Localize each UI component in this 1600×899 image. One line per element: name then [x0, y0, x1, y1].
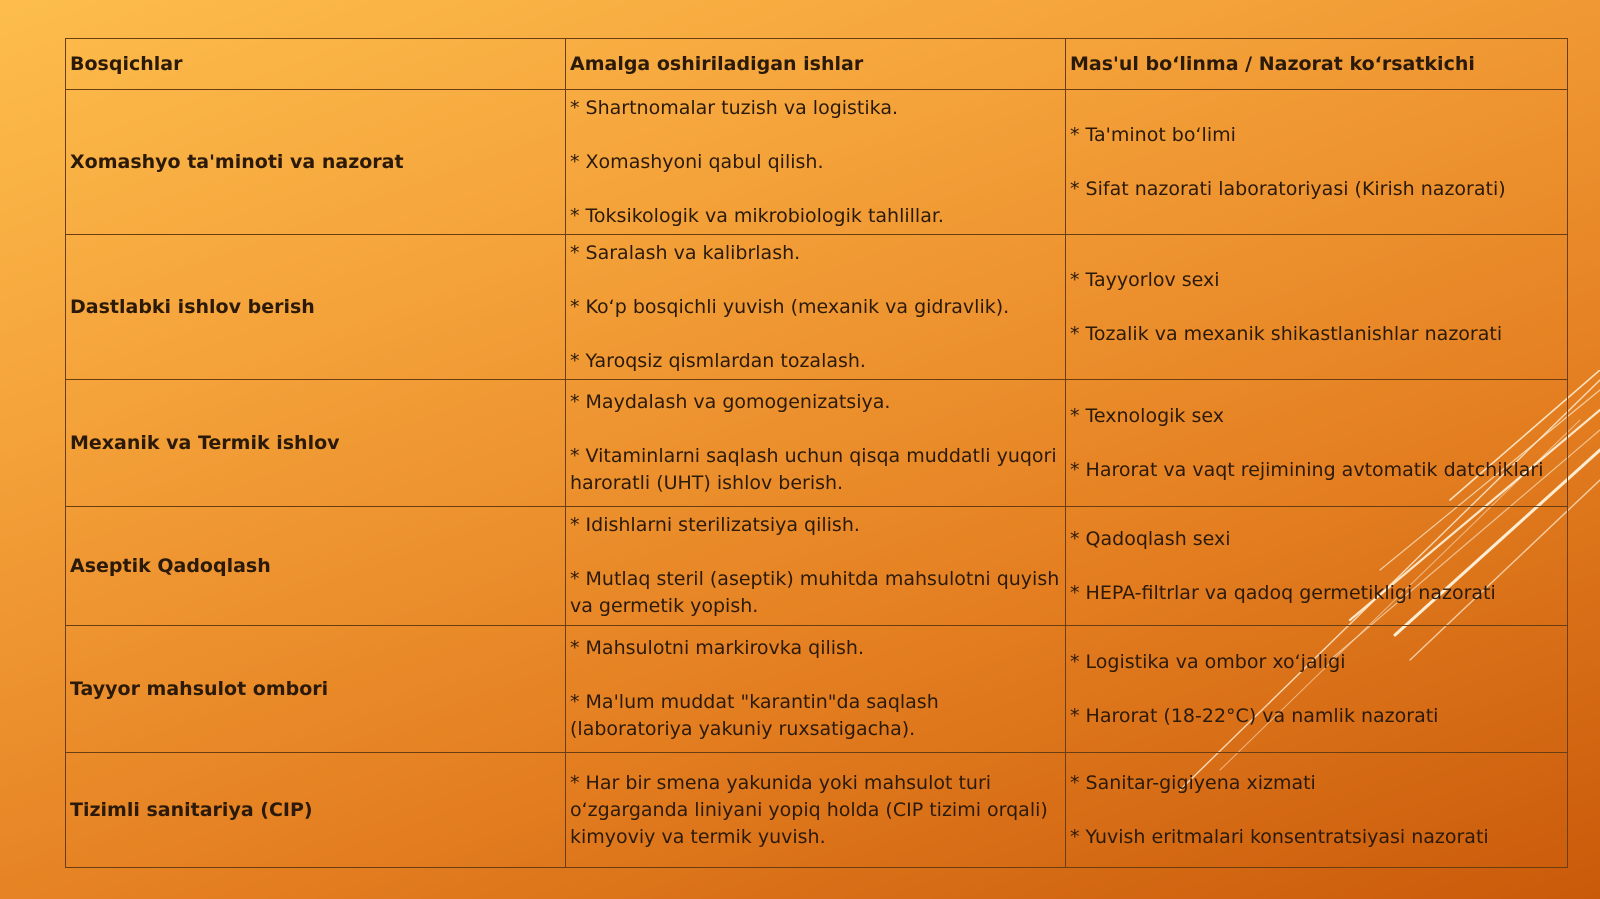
- works-cell: [566, 626, 1066, 753]
- work-item: * Idishlarni sterilizatsiya qilish.: [570, 514, 860, 536]
- work-item: * Saralash va kalibrlash.: [570, 241, 801, 264]
- responsible-item: * Texnologik sex: [1070, 404, 1224, 427]
- work-item: * Har bir smena yakunida yoki mahsulot turi o‘zgarganda liniyani yopiq holda (CIP tizimi orqali) kimyoviy va termik yuvish.: [570, 771, 1048, 848]
- work-item: * Ma'lum muddat "karantin"da saqlash (laboratoriya yakuniy ruxsatigacha).: [570, 691, 939, 740]
- responsible-item: * HEPA-filtrlar va qadoq germetikligi nazorati: [1070, 581, 1496, 604]
- responsible-item: * Logistika va ombor xo‘jaligi: [1070, 650, 1346, 673]
- responsible-item: * Tayyorlov sexi: [1070, 268, 1220, 291]
- stage-name: Aseptik Qadoqlash: [66, 507, 566, 626]
- work-item: * Vitaminlarni saqlash uchun qisqa muddatli yuqori haroratli (UHT) ishlov berish.: [570, 445, 1057, 494]
- responsible-item: * Tozalik va mexanik shikastlanishlar nazorati: [1070, 322, 1503, 345]
- responsible-cell: [1066, 235, 1568, 380]
- works-cell: [566, 235, 1066, 380]
- responsible-cell: [1066, 626, 1568, 753]
- work-item: * Shartnomalar tuzish va logistika.: [570, 96, 899, 119]
- work-item: * Maydalash va gomogenizatsiya.: [570, 391, 891, 413]
- responsible-cell: [1066, 753, 1568, 868]
- stage-name: Mexanik va Termik ishlov: [66, 380, 566, 507]
- responsible-item: * Qadoqlash sexi: [1070, 527, 1231, 550]
- work-item: * Xomashyoni qabul qilish.: [570, 150, 824, 173]
- responsible-item: * Yuvish eritmalari konsentratsiyasi nazorati: [1070, 825, 1489, 848]
- stage-name: Xomashyo ta'minoti va nazorat: [66, 90, 566, 235]
- header-stages: Bosqichlar: [66, 39, 566, 90]
- table-row: [66, 507, 1568, 626]
- responsible-item: * Ta'minot bo‘limi: [1070, 123, 1236, 146]
- work-item: * Toksikologik va mikrobiologik tahlillar.: [570, 204, 944, 227]
- work-item: * Mutlaq steril (aseptik) muhitda mahsulotni quyish va germetik yopish.: [570, 568, 1060, 617]
- stage-name: Dastlabki ishlov berish: [66, 235, 566, 380]
- responsible-cell: [1066, 507, 1568, 626]
- responsible-item: * Sifat nazorati laboratoriyasi (Kirish nazorati): [1070, 177, 1506, 200]
- responsible-item: * Sanitar-gigiyena xizmati: [1070, 771, 1316, 794]
- stage-name: Tayyor mahsulot ombori: [66, 626, 566, 753]
- header-works: Amalga oshiriladigan ishlar: [566, 39, 1066, 90]
- responsible-item: * Harorat va vaqt rejimining avtomatik datchiklari: [1070, 458, 1544, 481]
- responsible-item: * Harorat (18-22°C) va namlik nazorati: [1070, 704, 1439, 727]
- table-header-row: [66, 39, 1568, 90]
- work-item: * Ko‘p bosqichli yuvish (mexanik va gidravlik).: [570, 295, 1010, 318]
- header-responsible: Mas'ul bo‘linma / Nazorat ko‘rsatkichi: [1066, 39, 1568, 90]
- table-row: [66, 235, 1568, 380]
- table-row: [66, 90, 1568, 235]
- works-cell: [566, 753, 1066, 868]
- table-row: [66, 753, 1568, 868]
- works-cell: [566, 380, 1066, 507]
- works-cell: [566, 90, 1066, 235]
- works-cell: [566, 507, 1066, 626]
- work-item: * Mahsulotni markirovka qilish.: [570, 637, 865, 659]
- responsible-cell: [1066, 90, 1568, 235]
- stage-name: Tizimli sanitariya (CIP): [66, 753, 566, 868]
- stages-table: [65, 38, 1568, 868]
- responsible-cell: [1066, 380, 1568, 507]
- table-row: [66, 626, 1568, 753]
- table-row: [66, 380, 1568, 507]
- work-item: * Yaroqsiz qismlardan tozalash.: [570, 349, 866, 372]
